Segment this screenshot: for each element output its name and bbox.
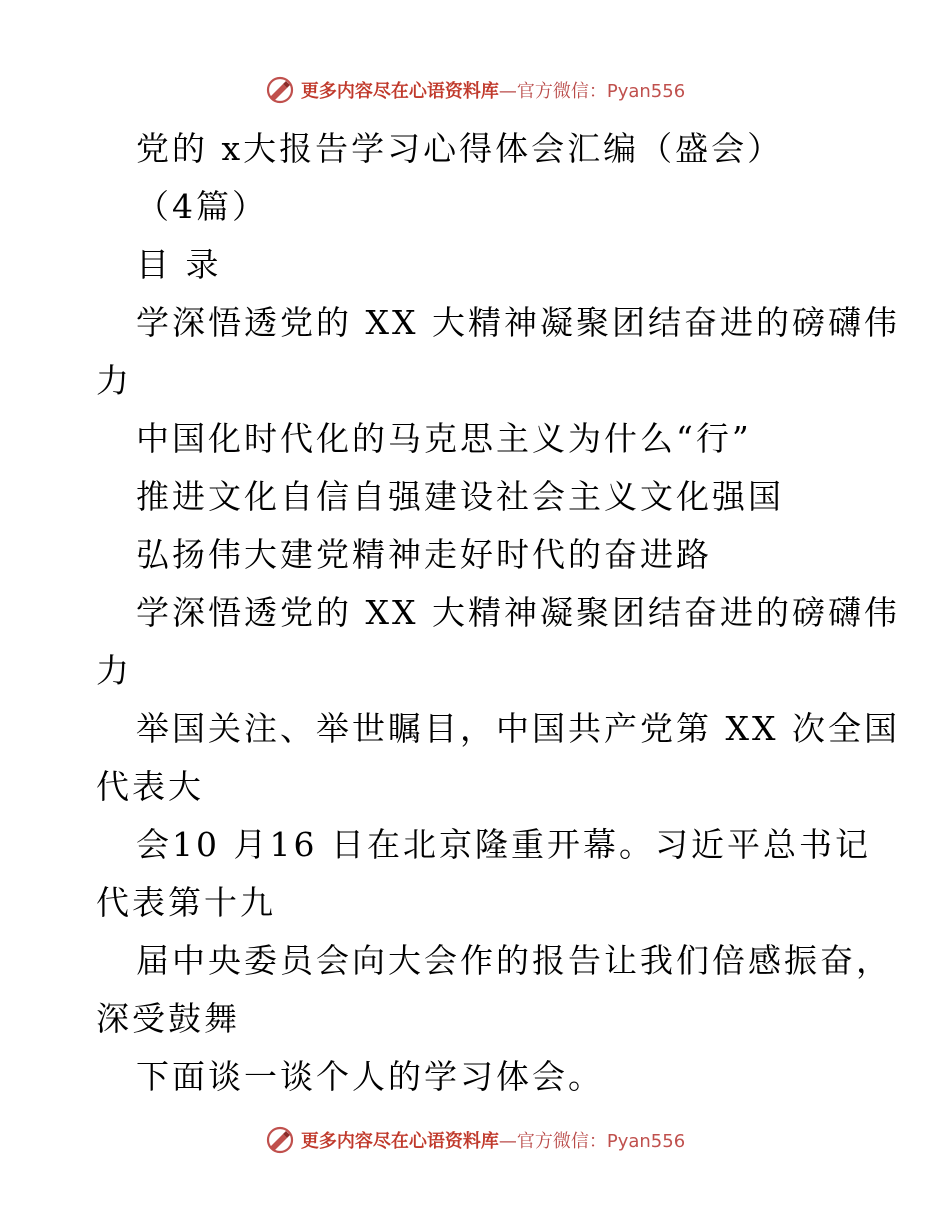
toc-item-1-continued: 力 bbox=[96, 361, 132, 400]
toc-item-1: 学深悟透党的 XX 大精神凝聚团结奋进的磅礴伟 bbox=[136, 303, 900, 342]
toc-item-4: 弘扬伟大建党精神走好时代的奋进路 bbox=[136, 535, 712, 574]
paragraph-line: 下面谈一谈个人的学习体会。 bbox=[136, 1057, 604, 1096]
pen-circle-logo-icon bbox=[265, 75, 295, 105]
header-banner bbox=[0, 70, 950, 110]
toc-item-3: 推进文化自信自强建设社会主义文化强国 bbox=[136, 477, 784, 516]
paragraph-line: 举国关注、举世瞩目，中国共产党第 XX 次全国 bbox=[136, 709, 900, 748]
footer-banner-inner bbox=[265, 1125, 685, 1155]
document-subtitle: （4篇） bbox=[136, 187, 268, 226]
toc-heading: 目 录 bbox=[136, 245, 222, 284]
header-banner-label: —官方微信： bbox=[498, 81, 607, 102]
footer-banner-text bbox=[301, 1127, 685, 1153]
pen-circle-logo-icon bbox=[265, 1125, 295, 1155]
header-banner-site: 更多内容尽在心语资料库 bbox=[300, 81, 499, 102]
paragraph-line: 代表大 bbox=[96, 767, 204, 806]
footer-banner-label: —官方微信： bbox=[498, 1131, 607, 1152]
footer-banner bbox=[0, 1120, 950, 1160]
document-title: 党的 x大报告学习心得体会汇编（盛会） bbox=[136, 129, 784, 168]
paragraph-line: 深受鼓舞 bbox=[96, 999, 240, 1038]
section-title-continued: 力 bbox=[96, 651, 132, 690]
paragraph-line: 届中央委员会向大会作的报告让我们倍感振奋， bbox=[136, 941, 892, 980]
document-body bbox=[96, 120, 900, 1106]
paragraph-line: 会10 月16 日在北京隆重开幕。习近平总书记 bbox=[136, 825, 871, 864]
footer-banner-site: 更多内容尽在心语资料库 bbox=[300, 1131, 499, 1152]
paragraph-line: 代表第十九 bbox=[96, 883, 276, 922]
toc-item-2: 中国化时代化的马克思主义为什么“行” bbox=[136, 419, 752, 458]
header-banner-inner bbox=[265, 75, 685, 105]
header-banner-text bbox=[301, 77, 685, 103]
section-title: 学深悟透党的 XX 大精神凝聚团结奋进的磅礴伟 bbox=[136, 593, 900, 632]
footer-banner-wechat: Pyan556 bbox=[606, 1131, 686, 1152]
header-banner-wechat: Pyan556 bbox=[606, 81, 686, 102]
